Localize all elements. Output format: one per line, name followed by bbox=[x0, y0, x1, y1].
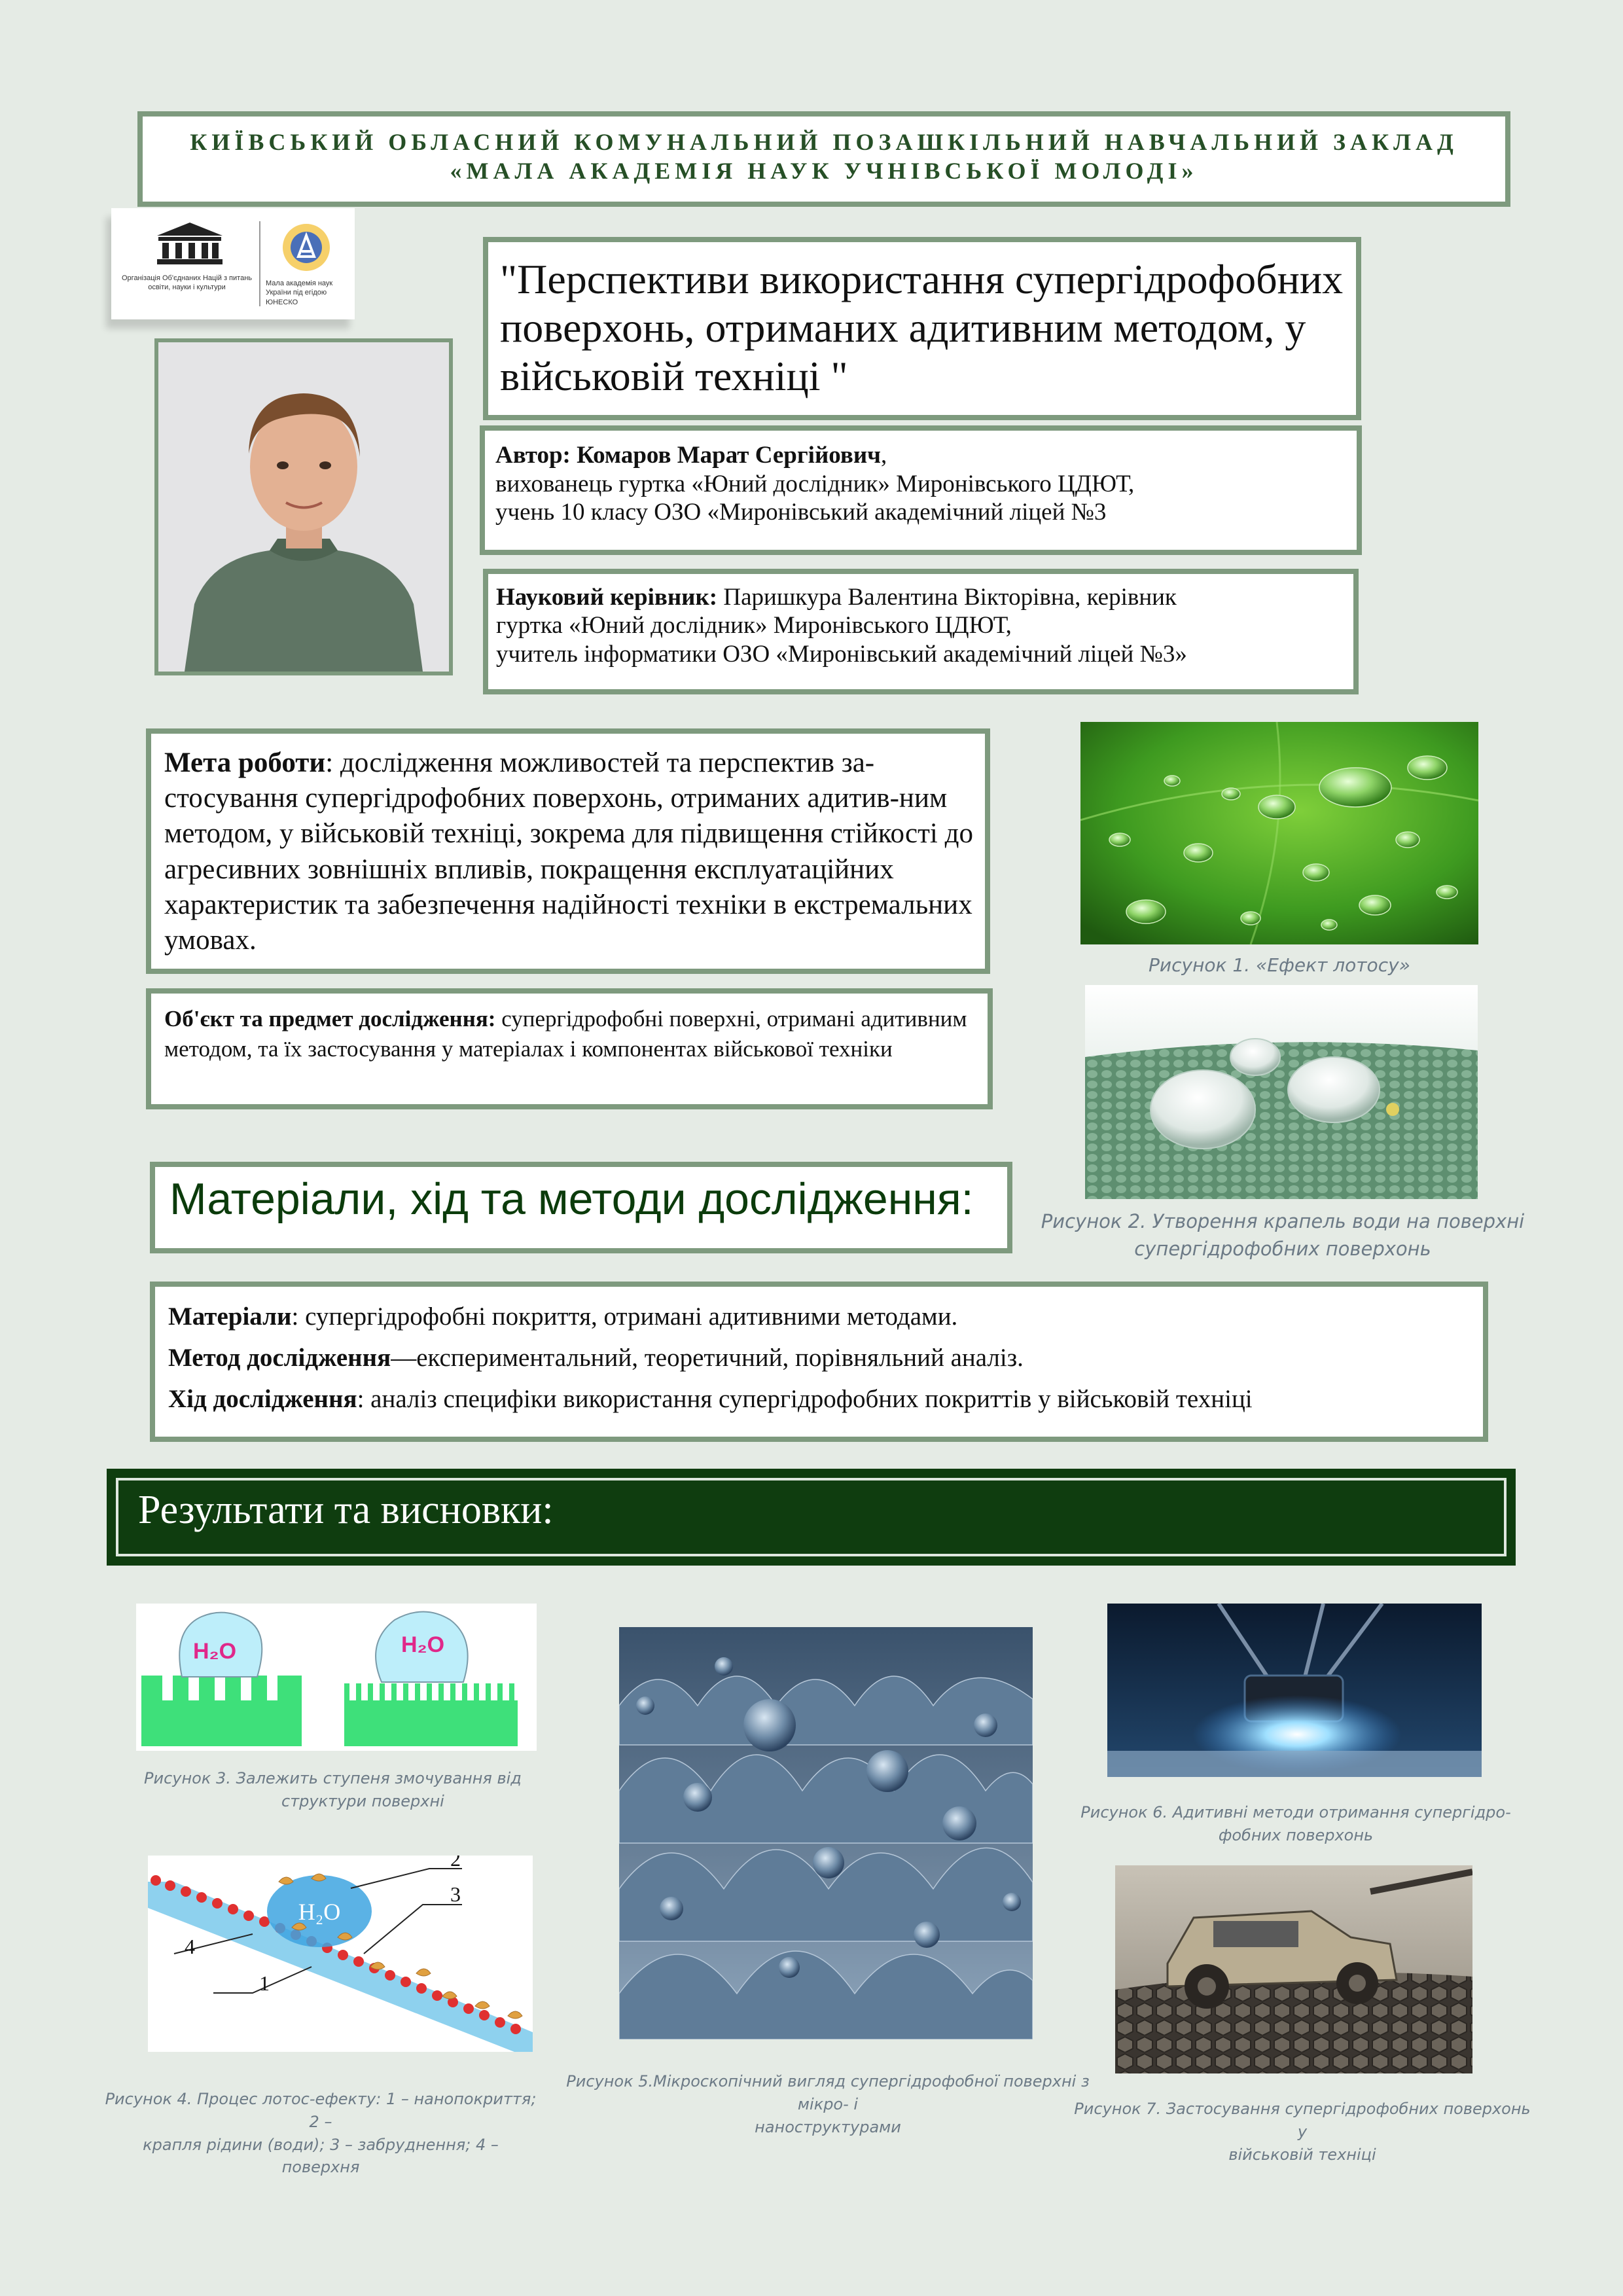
fig3-h2o-label-2: H₂O bbox=[401, 1632, 445, 1657]
fig4-lotus-process-diagram bbox=[148, 1856, 533, 2052]
fig4-caption-line2: крапля рідини (води); 3 – забруднення; 4 – поверхня bbox=[143, 2135, 499, 2177]
logo-divider bbox=[259, 221, 260, 306]
fig6-caption-line1: Рисунок 6. Адитивні методи отримання супергідро- bbox=[1080, 1803, 1511, 1821]
fig2-caption bbox=[1021, 1208, 1544, 1263]
object-text: супергідрофобні поверхні, отримані адитивним методом, та їх застосування у матеріалах і компонентах військової техніки bbox=[164, 1006, 967, 1062]
fig7-military-vehicle-image bbox=[1115, 1865, 1472, 2073]
author-photo bbox=[154, 338, 453, 675]
fig5-caption-line2: наноструктурами bbox=[755, 2117, 901, 2136]
author-box bbox=[480, 425, 1362, 555]
supervisor-line2: гуртка «Юний дослідник» Миронівського ЦДЮТ, bbox=[496, 612, 1012, 639]
fig4-caption-line1: Рисунок 4. Процес лотос-ефекту: 1 – нанопокриття; 2 – bbox=[105, 2090, 537, 2131]
fig4-label-1: 1 bbox=[259, 1971, 270, 1995]
unesco-logo bbox=[144, 221, 236, 267]
fig4-label-4: 4 bbox=[185, 1935, 195, 1958]
man-logo bbox=[280, 221, 332, 274]
course-text: : аналіз специфіки використання супергідрофобних покриттів у військовій техніці bbox=[357, 1385, 1253, 1414]
fig3-caption-line1: Рисунок 3. Залежить ступеня змочування від bbox=[144, 1769, 522, 1787]
fig4-h2o-label: H₂O bbox=[298, 1899, 341, 1925]
fig4-label-2: 2 bbox=[450, 1856, 461, 1871]
method-text: —експериментальний, теоретичний, порівняльний аналіз. bbox=[391, 1344, 1024, 1372]
goal-text: : дослідження можливостей та перспектив за-стосування супергідрофобних поверхонь, отриманих адитив-ним методом, у військовій техніці, зокрема для підвищення стійкості до агресивних зовнішніх впливів, покращення експлуатаційних характеристик та забезпечення надійності техніки в екстремальних умовах. bbox=[164, 747, 973, 956]
fig7-caption-line2: військовій техніці bbox=[1228, 2145, 1376, 2164]
unesco-caption: Організація Об'єднаних Націй з питань освіти, науки і культури bbox=[122, 274, 252, 292]
fig3-h2o-label-1: H₂O bbox=[192, 1639, 237, 1664]
goal-label: Мета роботи bbox=[164, 747, 326, 778]
method-label: Метод дослідження bbox=[168, 1344, 391, 1372]
fig2-caption-line1: Рисунок 2. Утворення крапель води на поверхні bbox=[1041, 1210, 1525, 1232]
fig3-caption-line2: структури поверхні bbox=[281, 1791, 444, 1810]
materials-text: : супергідрофобні покриття, отримані адитивними методами. bbox=[291, 1302, 958, 1331]
fig7-caption bbox=[1073, 2098, 1531, 2166]
fig2-caption-line2: супергідрофобних поверхонь bbox=[1134, 1238, 1431, 1261]
institution-line2: «МАЛА АКАДЕМІЯ НАУК УЧНІВСЬКОЇ МОЛОДІ» bbox=[450, 158, 1198, 184]
materials-label: Матеріали bbox=[168, 1302, 292, 1331]
supervisor-box bbox=[483, 569, 1359, 694]
fig1-lotus-image bbox=[1080, 722, 1478, 944]
fig5-caption-line1: Рисунок 5.Мікроскопічний вигляд супергідрофобної поверхні з мікро- і bbox=[566, 2072, 1090, 2113]
supervisor-text1: Паришкура Валентина Вікторівна, керівник bbox=[717, 584, 1177, 611]
fig3-caption bbox=[110, 1767, 555, 1813]
methods-heading-box bbox=[150, 1162, 1012, 1253]
fig6-additive-printer-image bbox=[1107, 1604, 1482, 1777]
results-heading-box bbox=[107, 1469, 1516, 1566]
author-line2: вихованець гуртка «Юний дослідник» Миронівського ЦДЮТ, bbox=[495, 470, 1135, 497]
methods-heading: Матеріали, хід та методи дослідження: bbox=[169, 1174, 974, 1224]
fig4-caption bbox=[105, 2088, 537, 2179]
poster-title: "Перспективи використання супергідрофобних поверхонь, отриманих адитивним методом, у військовій техніці " bbox=[500, 256, 1344, 400]
fig5-caption bbox=[563, 2070, 1093, 2138]
institution-header bbox=[137, 111, 1510, 207]
institution-line1: КИЇВСЬКИЙ ОБЛАСНИЙ КОМУНАЛЬНИЙ ПОЗАШКІЛЬНИЙ НАВЧАЛЬНИЙ ЗАКЛАД bbox=[190, 129, 1458, 155]
logo-block bbox=[111, 208, 355, 319]
object-label: Об'єкт та предмет дослідження: bbox=[164, 1006, 496, 1031]
fig6-caption bbox=[1073, 1801, 1518, 1847]
course-label: Хід дослідження bbox=[168, 1385, 357, 1414]
methods-box bbox=[150, 1282, 1488, 1442]
fig1-caption: Рисунок 1. «Ефект лотосу» bbox=[1149, 954, 1410, 976]
supervisor-label: Науковий керівник: bbox=[496, 584, 718, 611]
fig4-label-3: 3 bbox=[450, 1882, 461, 1906]
author-line3: учень 10 класу ОЗО «Миронівський академічний ліцей №3 bbox=[495, 499, 1107, 526]
author-label: Автор: Комаров Марат Сергійович bbox=[495, 442, 882, 469]
fig6-caption-line2: фобних поверхонь bbox=[1218, 1825, 1374, 1844]
supervisor-line3: учитель інформатики ОЗО «Миронівський академічний ліцей №3» bbox=[496, 640, 1187, 668]
fig7-caption-line1: Рисунок 7. Застосування супергідрофобних поверхонь у bbox=[1074, 2100, 1531, 2141]
goal-box bbox=[146, 728, 990, 974]
title-box bbox=[483, 237, 1361, 420]
object-box bbox=[146, 988, 993, 1109]
man-caption: Мала академія наук України під егідою ЮНЕСКО bbox=[266, 279, 333, 306]
fig2-droplets-image bbox=[1085, 985, 1478, 1199]
results-heading: Результати та висновки: bbox=[138, 1488, 554, 1532]
fig5-microstructure-image bbox=[619, 1627, 1033, 2039]
fig3-wetting-diagram bbox=[136, 1604, 537, 1751]
author-suffix: , bbox=[881, 442, 887, 469]
